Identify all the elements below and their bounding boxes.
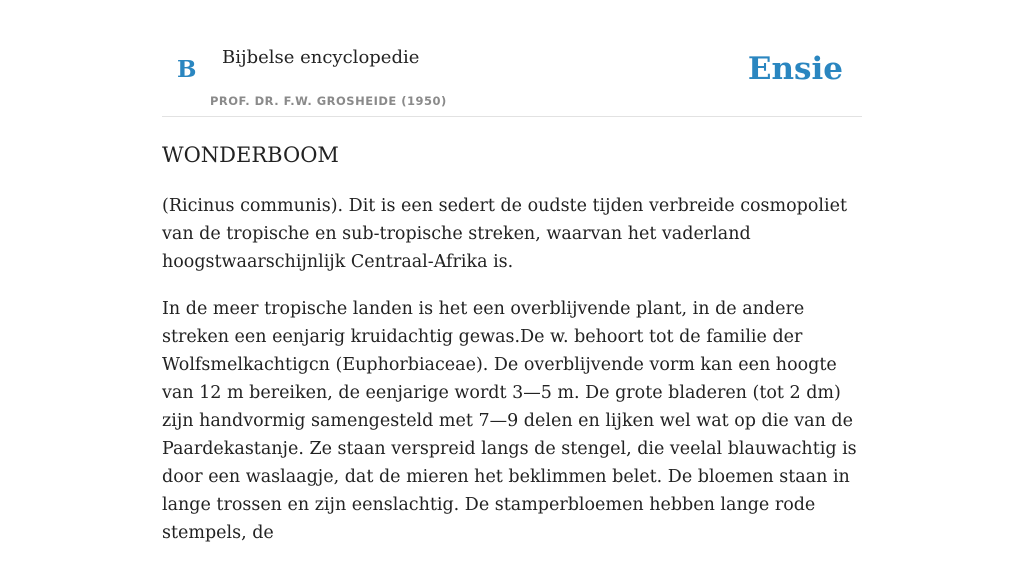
encyclopedia-title-link[interactable]: Bijbelse encyclopedie — [222, 47, 420, 68]
article-paragraph: In de meer tropische landen is het een overblijvende plant, in de andere streken een eenjarig kruidachtig gewas.De w. behoort tot de familie der Wolfsmelkachtigcn (Euphorbiaceae). De overblijvende vorm kan een hoogte van 12 m bereiken, de eenjarige wordt 3—5 m. De grote bladeren (tot 2 dm) zijn handvormig samengesteld met 7—9 delen en lijken wel wat op die van de Paardekastanje. Ze staan verspreid langs de stengel, die veelal blauwachtig is door een waslaagje, dat de mieren het beklimmen belet. De bloemen staan in lange trossen en zijn eenslachtig. De stamperbloemen hebben lange rode stempels, de — [162, 299, 857, 543]
article-paragraph: (Ricinus communis). Dit is een sedert de oudste tijden verbreide cosmopoliet van de tropische en sub-tropische streken, waarvan het vaderland hoogstwaarschijnlijk Centraal-Afrika is. — [162, 196, 847, 272]
encyclopedia-author: PROF. DR. F.W. GROSHEIDE (1950) — [210, 94, 447, 108]
encyclopedia-logo-letter[interactable]: B — [177, 56, 197, 83]
ensie-brand-logo[interactable]: Ensie — [747, 51, 843, 87]
article — [162, 138, 866, 566]
entry-title: WONDERBOOM — [162, 143, 339, 167]
site-header — [162, 0, 862, 117]
